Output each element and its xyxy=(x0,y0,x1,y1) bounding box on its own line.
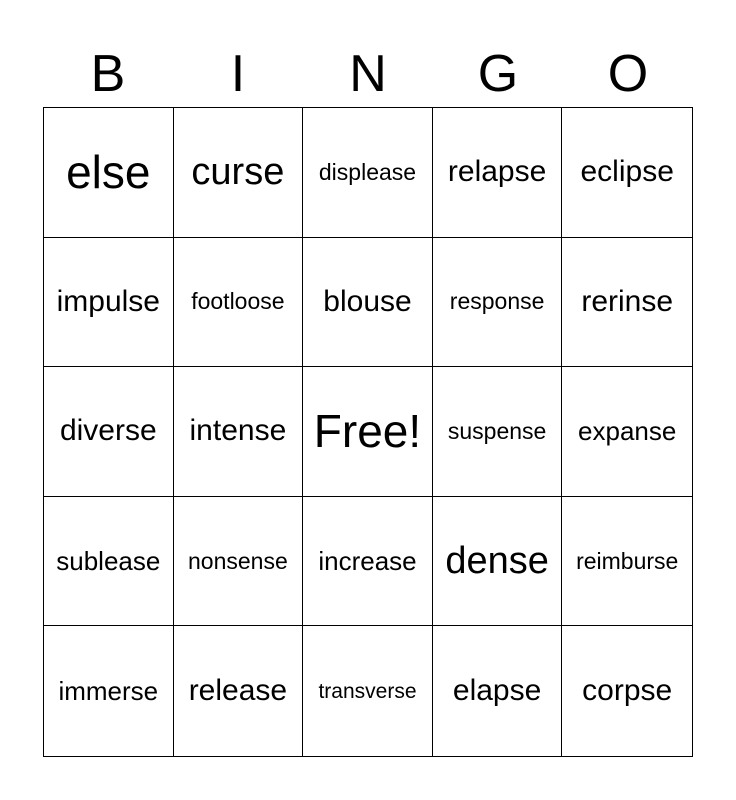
bingo-cell[interactable]: curse xyxy=(174,108,304,238)
bingo-cell[interactable]: relapse xyxy=(433,108,563,238)
bingo-cell[interactable]: nonsense xyxy=(174,497,304,627)
bingo-cell[interactable]: response xyxy=(433,238,563,368)
bingo-cell[interactable]: transverse xyxy=(303,626,433,756)
bingo-cell[interactable]: diverse xyxy=(44,367,174,497)
free-space-cell[interactable]: Free! xyxy=(303,367,433,497)
bingo-cell[interactable]: expanse xyxy=(562,367,692,497)
bingo-cell[interactable]: impulse xyxy=(44,238,174,368)
bingo-cell[interactable]: release xyxy=(174,626,304,756)
bingo-board xyxy=(43,107,693,757)
bingo-header xyxy=(43,40,693,108)
bingo-cell[interactable]: suspense xyxy=(433,367,563,497)
header-letter-g: G xyxy=(477,45,519,103)
bingo-cell[interactable]: sublease xyxy=(44,497,174,627)
bingo-cell[interactable]: immerse xyxy=(44,626,174,756)
header-letter-n: N xyxy=(349,45,387,103)
bingo-cell[interactable]: reimburse xyxy=(562,497,692,627)
bingo-cell[interactable]: rerinse xyxy=(562,238,692,368)
bingo-cell[interactable]: dense xyxy=(433,497,563,627)
header-letter-o: O xyxy=(607,45,649,103)
header-letter-i: I xyxy=(230,45,246,103)
bingo-cell[interactable]: blouse xyxy=(303,238,433,368)
bingo-cell[interactable]: increase xyxy=(303,497,433,627)
bingo-cell[interactable]: intense xyxy=(174,367,304,497)
bingo-cell[interactable]: corpse xyxy=(582,674,673,708)
bingo-cell[interactable]: eclipse xyxy=(562,108,692,238)
bingo-cell[interactable]: footloose xyxy=(174,238,304,368)
header-letter-b: B xyxy=(90,45,126,103)
bingo-cell[interactable]: else xyxy=(44,108,174,238)
bingo-cell[interactable]: elapse xyxy=(433,626,563,756)
bingo-cell[interactable]: displease xyxy=(303,108,433,238)
